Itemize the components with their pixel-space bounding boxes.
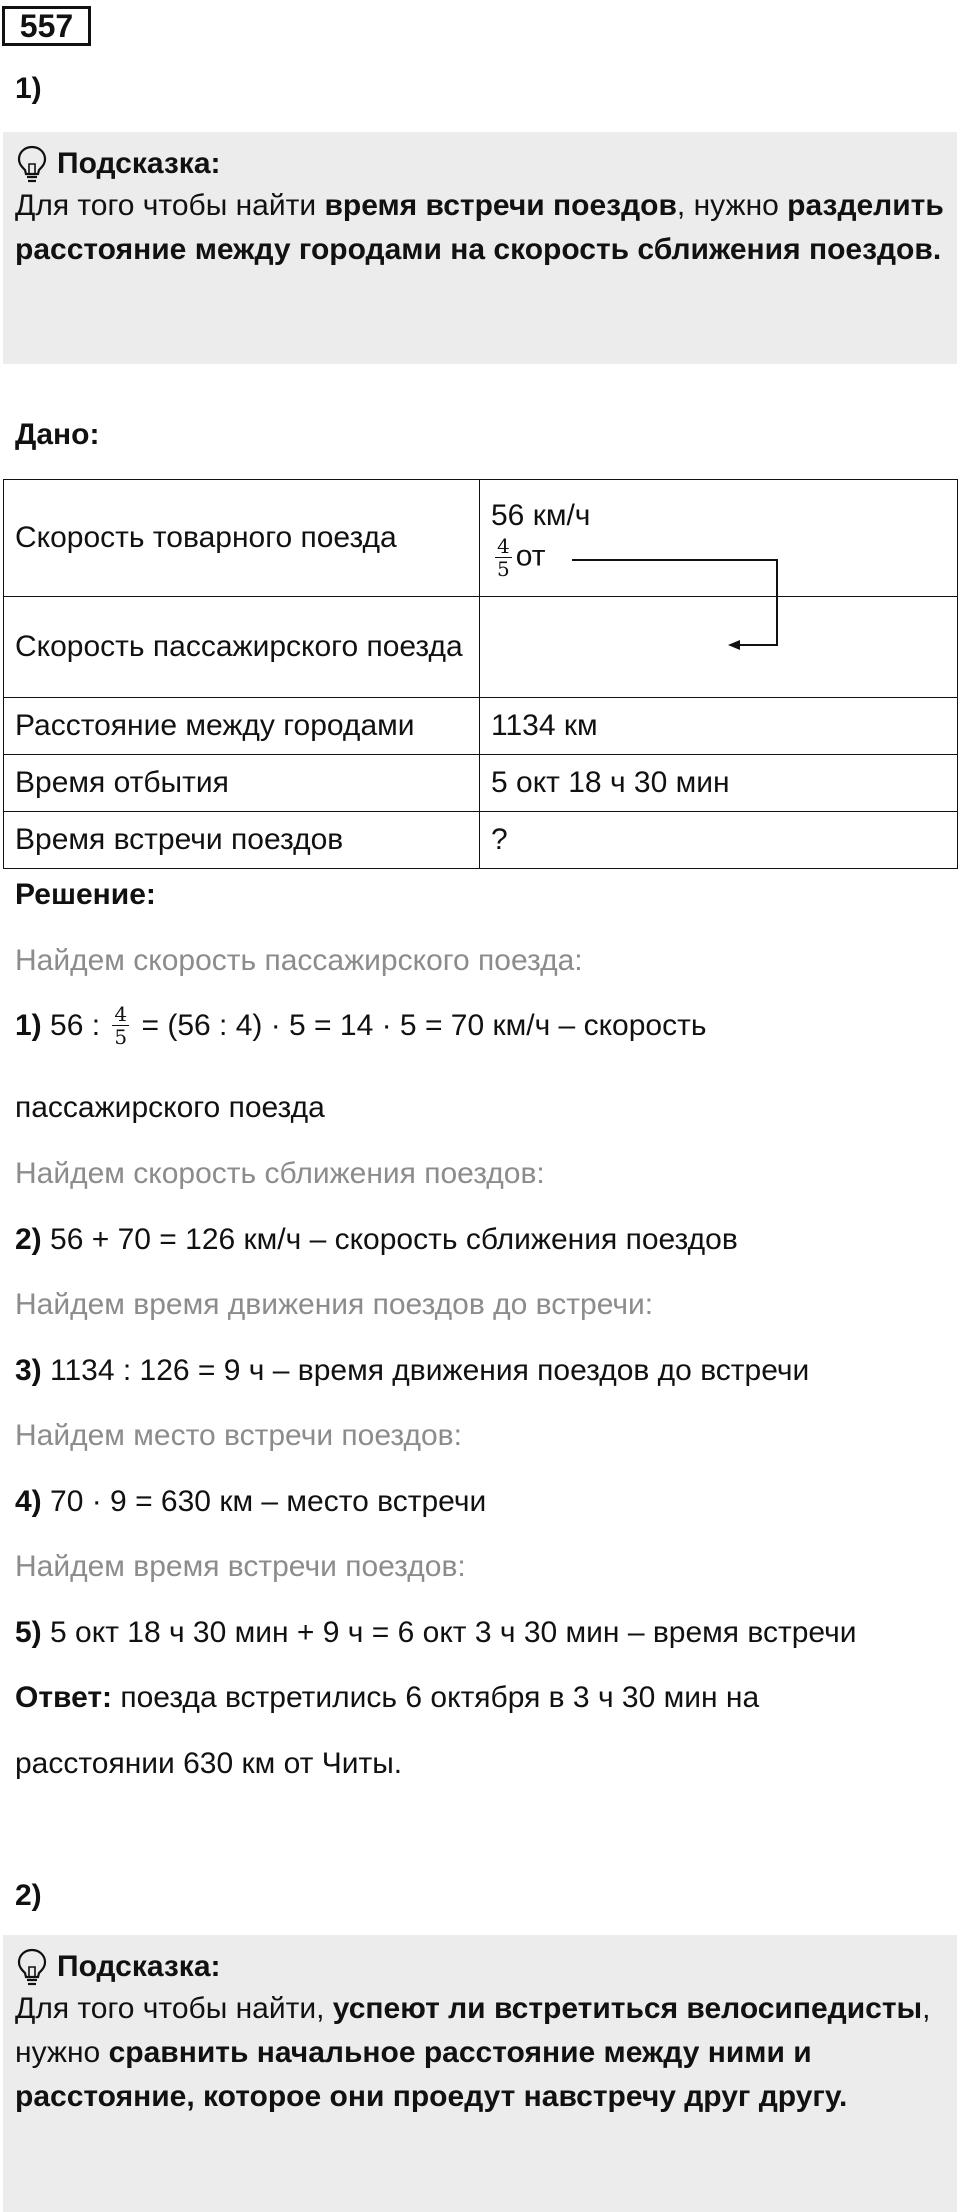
table-cell-value [480,597,958,698]
part-2-label: 2) [15,1879,42,1912]
given-table [3,479,958,869]
hint-box-2 [3,1935,957,2212]
hint-text-bold: сравнить начальное расстояние между ними и расстояние, которое они проедут навстречу друг другу. [15,2036,848,2113]
step-text: 5 окт 18 ч 30 мин + 9 ч = 6 окт 3 ч 30 мин – время встречи [41,1616,857,1649]
hint-title-text: Подсказка: [57,1950,221,1983]
hint-title-text: Подсказка: [57,147,221,180]
step-description: Найдем скорость сближения поездов: [15,1157,545,1190]
hint-text-plain: Для того чтобы найти [15,189,325,222]
hint-text [15,1987,945,2119]
solution-title: Решение: [15,878,156,911]
step-continuation: пассажирского поезда [15,1091,325,1124]
hint-text-plain: , нужно [15,1992,931,2069]
hint-text-plain: Для того чтобы найти, [15,1992,333,2025]
table-cell-value: 1134 км [480,698,958,755]
table-cell-label: Скорость пассажирского поезда [4,597,480,698]
answer-line [15,1681,759,1715]
solution-step-4 [15,1485,486,1519]
table-row [4,755,958,812]
fraction-denominator: 5 [497,556,510,581]
hint-box-1 [3,132,957,364]
step-description: Найдем время движения поездов до встречи: [15,1288,654,1321]
given-title: Дано: [15,418,100,451]
fraction [112,1003,129,1048]
table-cell-label: Время отбытия [4,755,480,812]
fraction-numerator: 4 [114,1002,128,1026]
fraction-of-line [491,535,946,580]
freight-speed-value: 56 км/ч [491,498,591,532]
step-text: = (56 : 4) · 5 = 14 · 5 = 70 км/ч – скорость [133,1008,707,1042]
hint-text-plain: , нужно [676,189,788,222]
hint-text-bold: успеют ли встретиться велосипедисты [332,1992,923,2025]
fraction [495,535,512,580]
hint-text [15,184,945,272]
table-row [4,698,958,755]
step-description: Найдем время встречи поездов: [15,1550,466,1583]
solution-step-3 [15,1354,809,1388]
lightbulb-icon [15,144,49,184]
step-number: 3) [15,1354,42,1387]
lightbulb-icon [15,1947,49,1987]
step-description: Найдем скорость пассажирского поезда: [15,944,583,977]
hint-text-bold: время встречи поездов [324,189,677,222]
step-text: 56 : [41,1008,109,1042]
step-text: 70 · 9 = 630 км – место встречи [41,1485,487,1518]
answer-continuation: расстоянии 630 км от Читы. [15,1747,403,1780]
step-text: 56 + 70 = 126 км/ч – скорость сближения поездов [41,1223,738,1256]
hint-title [15,1947,945,1987]
step-number: 5) [15,1616,42,1649]
step-description: Найдем место встречи поездов: [15,1419,462,1452]
step-number: 1) [15,1008,42,1042]
hint-text-bold: разделить расстояние между городами на скорость сближения поездов. [15,189,944,266]
table-row [4,812,958,869]
table-cell-label: Скорость товарного поезда [4,480,480,597]
of-word: от [515,538,546,572]
answer-label: Ответ: [15,1681,113,1714]
step-number: 2) [15,1223,42,1256]
table-cell-label: Время встречи поездов [4,812,480,869]
solution-step-1 [15,1003,706,1048]
part-1-label: 1) [15,72,42,105]
step-number: 4) [15,1485,42,1518]
hint-title [15,144,945,184]
table-row [4,597,958,698]
table-cell-value: 5 окт 18 ч 30 мин [480,755,958,812]
solution-step-2 [15,1223,738,1257]
answer-text: поезда встретились 6 октября в 3 ч 30 мин на [112,1681,760,1714]
solution-step-5 [15,1616,856,1650]
task-number: 557 [2,6,91,46]
fraction-numerator: 4 [497,533,510,558]
table-cell-value: ? [480,812,958,869]
step-text: 1134 : 126 = 9 ч – время движения поездов до встречи [41,1354,810,1387]
fraction-denominator: 5 [114,1025,128,1049]
table-cell-label: Расстояние между городами [4,698,480,755]
table-cell-value [480,480,958,597]
table-row [4,480,958,597]
